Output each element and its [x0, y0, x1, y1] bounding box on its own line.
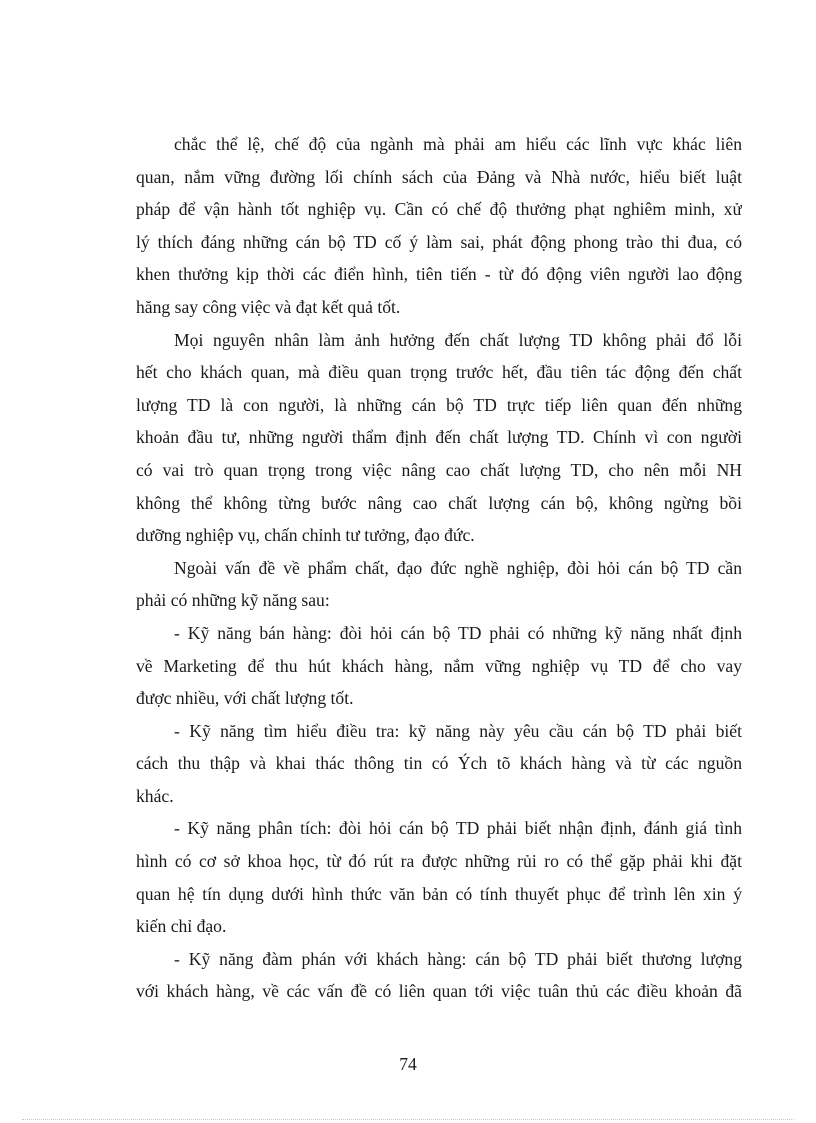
text-line: quan hệ tín dụng dưới hình thức văn bản có tính thuyết phục để trình lên xin ý	[136, 883, 742, 904]
text-line: khen thưởng kịp thời các điển hình, tiên tiến - từ đó động viên người lao động	[136, 264, 742, 285]
text-line: khoản đầu tư, những người thẩm định đến chất lượng TD. Chính vì con người	[136, 427, 742, 448]
text-line: không thể không từng bước nâng cao chất lượng cán bộ, không ngừng bồi	[136, 492, 742, 513]
text-line: Mọi nguyên nhân làm ảnh hưởng đến chất lượng TD không phải đổ lỗi	[174, 329, 742, 350]
text-line: cách thu thập và khai thác thông tin có Ých tõ khách hàng và từ các nguồn	[136, 753, 742, 774]
text-line: phải có những kỹ năng sau:	[136, 590, 330, 611]
text-line: chắc thể lệ, chế độ của ngành mà phải am hiểu các lĩnh vực khác liên	[174, 134, 742, 154]
page-bottom-divider	[22, 1119, 794, 1120]
text-line: có vai trò quan trọng trong việc nâng cao chất lượng TD, cho nên mỗi NH	[136, 459, 742, 480]
text-line: Ngoài vấn đề về phẩm chất, đạo đức nghề nghiệp, đòi hỏi cán bộ TD cần	[174, 557, 742, 578]
text-line: lý thích đáng những cán bộ TD cố ý làm sai, phát động phong trào thi đua, có	[136, 231, 742, 252]
text-line: - Kỹ năng tìm hiểu điều tra: kỹ năng này yêu cầu cán bộ TD phải biết	[174, 720, 742, 741]
text-line: - Kỹ năng bán hàng: đòi hỏi cán bộ TD phải có những kỹ năng nhất định	[174, 622, 742, 643]
text-line: được nhiều, với chất lượng tốt.	[136, 688, 354, 709]
text-line: - Kỹ năng phân tích: đòi hỏi cán bộ TD phải biết nhận định, đánh giá tình	[174, 818, 742, 839]
page-number: 74	[399, 1054, 417, 1074]
text-line: về Marketing để thu hút khách hàng, nắm vững nghiệp vụ TD để cho vay	[136, 655, 742, 676]
text-line: pháp để vận hành tốt nghiệp vụ. Cần có chế độ thưởng phạt nghiêm minh, xử	[136, 199, 742, 220]
text-line: kiến chỉ đạo.	[136, 916, 227, 937]
text-line: dưỡng nghiệp vụ, chấn chỉnh tư tưởng, đạo đức.	[136, 525, 475, 546]
text-line: - Kỹ năng đàm phán với khách hàng: cán bộ TD phải biết thương lượng	[174, 948, 742, 969]
text-line: hình có cơ sở khoa học, từ đó rút ra được những rủi ro có thể gặp phải khi đặt	[136, 851, 742, 872]
document-body	[136, 128, 742, 1008]
text-line: lượng TD là con người, là những cán bộ TD trực tiếp liên quan đến những	[136, 394, 742, 415]
text-line: quan, nắm vững đường lối chính sách của Đảng và Nhà nước, hiểu biết luật	[136, 166, 742, 187]
text-line: với khách hàng, về các vấn đề có liên quan tới việc tuân thủ các điều khoản đã	[136, 981, 742, 1002]
text-line: hết cho khách quan, mà điều quan trọng trước hết, đầu tiên tác động đến chất	[136, 362, 742, 383]
text-line: hăng say công việc và đạt kết quả tốt.	[136, 296, 401, 317]
text-line: khác.	[136, 785, 174, 806]
